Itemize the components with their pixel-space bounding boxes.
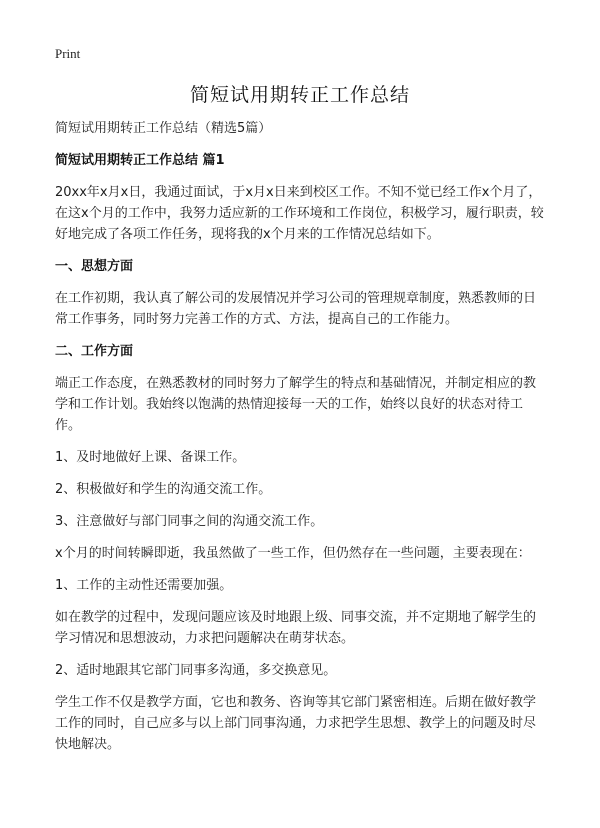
problem-item: 1、工作的主动性还需要加强。	[55, 578, 233, 593]
problem-item: 2、适时地跟其它部门同事多沟通，多交换意见。	[55, 663, 337, 678]
paragraph-thought: 在工作初期，我认真了解公司的发展情况并学习公司的管理规章制度，熟悉教师的日常工作事务，同时努力完善工作的方式、方法，提高自己的工作能力。	[55, 291, 537, 327]
document-subtitle: 简短试用期转正工作总结（精选5篇）	[55, 121, 272, 136]
paragraph-work: 端正工作态度，在熟悉教材的同时努力了解学生的特点和基础情况，并制定相应的教学和工作计划。我始终以饱满的热情迎接每一天的工作，始终以良好的状态对待工作。	[55, 376, 537, 433]
paragraph-problem-detail: 如在教学的过程中，发现问题应该及时地跟上级、同事交流，并不定期地了解学生的学习情况和思想波动，力求把问题解决在萌芽状态。	[55, 610, 537, 646]
heading-thought: 一、思想方面	[55, 259, 134, 274]
list-item: 1、及时地做好上课、备课工作。	[55, 450, 246, 465]
list-item: 2、积极做好和学生的沟通交流工作。	[55, 482, 272, 497]
paragraph-closing: 学生工作不仅是教学方面，它也和教务、咨询等其它部门紧密相连。后期在做好教学工作的同时，自己应多与以上部门同事沟通，力求把学生思想、教学上的问题及时尽快地解决。	[55, 695, 537, 752]
document-body	[55, 118, 547, 766]
document-title: 简短试用期转正工作总结	[189, 84, 410, 106]
heading-work: 二、工作方面	[55, 344, 134, 359]
section-title: 简短试用期转正工作总结 篇1	[55, 153, 225, 168]
list-item: 3、注意做好与部门同事之间的沟通交流工作。	[55, 514, 324, 529]
print-label: Print	[55, 46, 81, 61]
intro-paragraph: 20xx年x月x日，我通过面试，于x月x日来到校区工作。不知不觉已经工作x个月了，在这x个月的工作中，我努力适应新的工作环境和工作岗位，积极学习，履行职责，较好地完成了各项工作任务，现将我的x个月来的工作情况总结如下。	[55, 185, 544, 242]
paragraph-problems: x个月的时间转瞬即逝，我虽然做了一些工作，但仍然存在一些问题，主要表现在：	[55, 546, 531, 561]
